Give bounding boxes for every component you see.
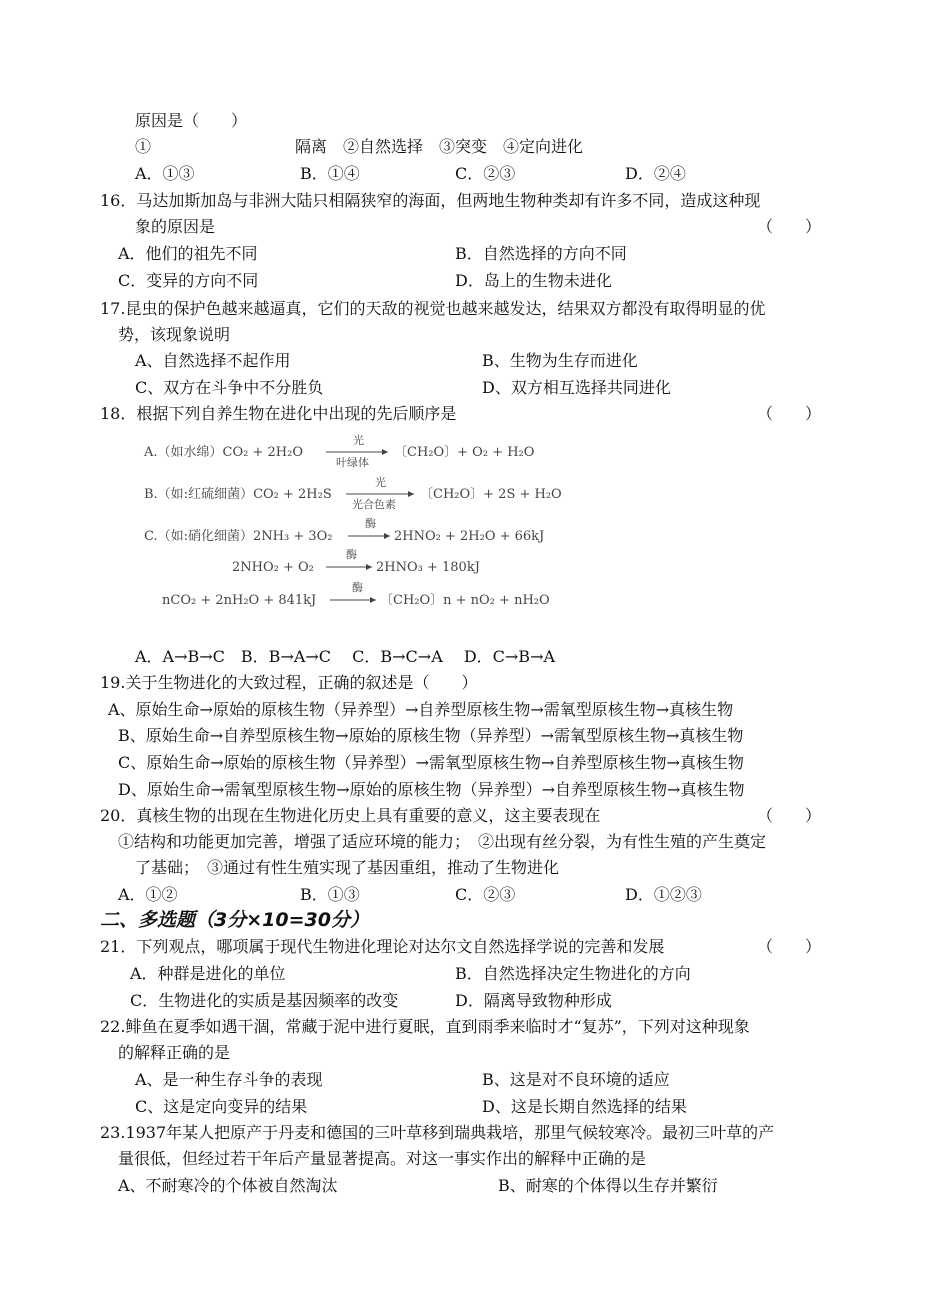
- q20-option-c: C．②③: [455, 885, 516, 904]
- q16-option-d: D．岛上的生物未进化: [455, 271, 612, 290]
- q20-statement-line2: 了基础； ③通过有性生殖实现了基因重组，推动了生物进化: [135, 858, 560, 877]
- q15-items: ① 隔离 ②自然选择 ③突变 ④定向进化: [135, 137, 584, 156]
- q19-option-b: B、原始生命→自养型原核生物→原始的原核生物（异养型）→需氧型原核生物→真核生物: [118, 726, 744, 745]
- eq-c-arrowhead: [384, 533, 390, 539]
- eq-d-left: 2NHO₂ + O₂: [232, 560, 314, 575]
- q20-option-b: B．①③: [300, 885, 360, 904]
- q20-option-a: A．①②: [118, 885, 178, 904]
- q17-option-b: B、生物为生存而进化: [482, 351, 638, 370]
- q22-option-a: A、是一种生存斗争的表现: [135, 1070, 323, 1089]
- q21-option-a: A．种群是进化的单位: [130, 964, 286, 983]
- q23-option-a: A、不耐寒冷的个体被自然淘汰: [118, 1176, 338, 1195]
- q22-option-d: D、这是长期自然选择的结果: [482, 1097, 687, 1116]
- q22-stem-line1: 22.鲱鱼在夏季如遇干涸，常藏于泥中进行夏眠，直到雨季来临时才“复苏”，下列对这种现象: [100, 1017, 750, 1036]
- section-heading: 二、多选题（3分×10=30分）: [100, 909, 369, 931]
- eq-e-arrowhead: [370, 597, 376, 603]
- q15-option-c: C．②③: [455, 164, 516, 183]
- eq-a-above: 光: [353, 434, 364, 447]
- eq-d-arrowhead: [366, 564, 372, 570]
- eq-e-left: nCO₂ + 2nH₂O + 841kJ: [162, 593, 317, 608]
- q23-stem-line2: 量很低，但经过若干年后产量显著提高。对这一事实作出的解释中正确的是: [118, 1149, 647, 1168]
- q21-stem: 21．下列观点，哪项属于现代生物进化理论对达尔文自然选择学说的完善和发展: [100, 937, 665, 956]
- q18-answer-paren: （ ）: [757, 404, 822, 423]
- q20-option-d: D．①②③: [625, 885, 702, 904]
- q19-stem: 19.关于生物进化的大致过程，正确的叙述是（ ）: [100, 673, 478, 692]
- eq-b-arrowhead: [408, 491, 414, 497]
- q17-stem-line2: 势，该现象说明: [118, 325, 231, 344]
- q21-option-c: C．生物进化的实质是基因频率的改变: [130, 991, 399, 1010]
- eq-a-right: 〔CH₂O〕+ O₂ + H₂O: [394, 445, 535, 460]
- q17-option-d: D、双方相互选择共同进化: [482, 378, 671, 397]
- eq-a-arrowhead: [382, 449, 388, 455]
- eq-d-above: 酶: [346, 548, 357, 561]
- eq-e-above: 酶: [352, 581, 363, 594]
- q15-option-b: B．①④: [300, 164, 360, 183]
- q21-option-b: B．自然选择决定生物进化的方向: [455, 964, 691, 983]
- q22-option-b: B、这是对不良环境的适应: [482, 1070, 670, 1089]
- q15-option-a: A．①③: [135, 164, 195, 183]
- q20-answer-paren: （ ）: [757, 806, 822, 825]
- eq-a-below: 叶绿体: [336, 456, 369, 469]
- eq-a-left: A.（如水绵）CO₂ + 2H₂O: [144, 445, 303, 460]
- eq-d-right: 2HNO₃ + 180kJ: [376, 560, 480, 575]
- q18-options: A．A→B→C B．B→A→C C．B→C→A D．C→B→A: [135, 647, 556, 666]
- q16-answer-paren: （ ）: [757, 217, 822, 236]
- q22-stem-line2: 的解释正确的是: [118, 1043, 231, 1062]
- q20-stem: 20．真核生物的出现在生物进化历史上具有重要的意义，这主要表现在: [100, 806, 601, 825]
- eq-b-above: 光: [375, 476, 386, 489]
- q16-option-c: C．变异的方向不同: [118, 271, 259, 290]
- q16-stem-line2: 象的原因是: [135, 217, 216, 236]
- q19-option-d: D、原始生命→需氧型原核生物→原始的原核生物（异养型）→自养型原核生物→真核生物: [118, 780, 745, 799]
- q16-stem-line1: 16．马达加斯加岛与非洲大陆只相隔狭窄的海面，但两地生物种类却有许多不同，造成这种现: [100, 191, 761, 210]
- q23-option-b: B、耐寒的个体得以生存并繁衍: [498, 1176, 718, 1195]
- q16-option-a: A．他们的祖先不同: [118, 244, 258, 263]
- eq-c-left: C.（如:硝化细菌）2NH₃ + 3O₂: [144, 529, 333, 544]
- q21-option-d: D．隔离导致物种形成: [455, 991, 612, 1010]
- q21-answer-paren: （ ）: [757, 937, 822, 956]
- eq-b-right: 〔CH₂O〕+ 2S + H₂O: [420, 487, 562, 502]
- eq-c-above: 酶: [365, 517, 376, 530]
- q16-option-b: B．自然选择的方向不同: [455, 244, 627, 263]
- q20-statement-line1: ①结构和功能更加完善，增强了适应环境的能力； ②出现有丝分裂，为有性生殖的产生奠定: [118, 832, 767, 851]
- eq-e-right: 〔CH₂O〕n + nO₂ + nH₂O: [380, 593, 550, 608]
- q19-option-c: C、原始生命→原始的原核生物（异养型）→需氧型原核生物→自养型原核生物→真核生物: [118, 753, 744, 772]
- q17-option-a: A、自然选择不起作用: [135, 351, 291, 370]
- q17-option-c: C、双方在斗争中不分胜负: [135, 378, 324, 397]
- q17-stem-line1: 17.昆虫的保护色越来越逼真，它们的天敌的视觉也越来越发达，结果双方都没有取得明显的优: [100, 299, 766, 318]
- q18-stem: 18．根据下列自养生物在进化中出现的先后顺序是: [100, 404, 457, 423]
- eq-c-right: 2HNO₂ + 2H₂O + 66kJ: [394, 529, 545, 544]
- eq-b-left: B.（如:红硫细菌）CO₂ + 2H₂S: [144, 487, 332, 502]
- q19-option-a: A、原始生命→原始的原核生物（异养型）→自养型原核生物→需氧型原核生物→真核生物: [108, 700, 734, 719]
- q18-equations-figure: [140, 428, 570, 618]
- q23-stem-line1: 23.1937年某人把原产于丹麦和德国的三叶草移到瑞典栽培，那里气候较寒冷。最初三叶草的产: [100, 1123, 775, 1142]
- q15-stem: 原因是（ ）: [135, 111, 248, 130]
- q15-option-d: D．②④: [625, 164, 686, 183]
- q22-option-c: C、这是定向变异的结果: [135, 1097, 308, 1116]
- eq-b-below: 光合色素: [352, 498, 396, 511]
